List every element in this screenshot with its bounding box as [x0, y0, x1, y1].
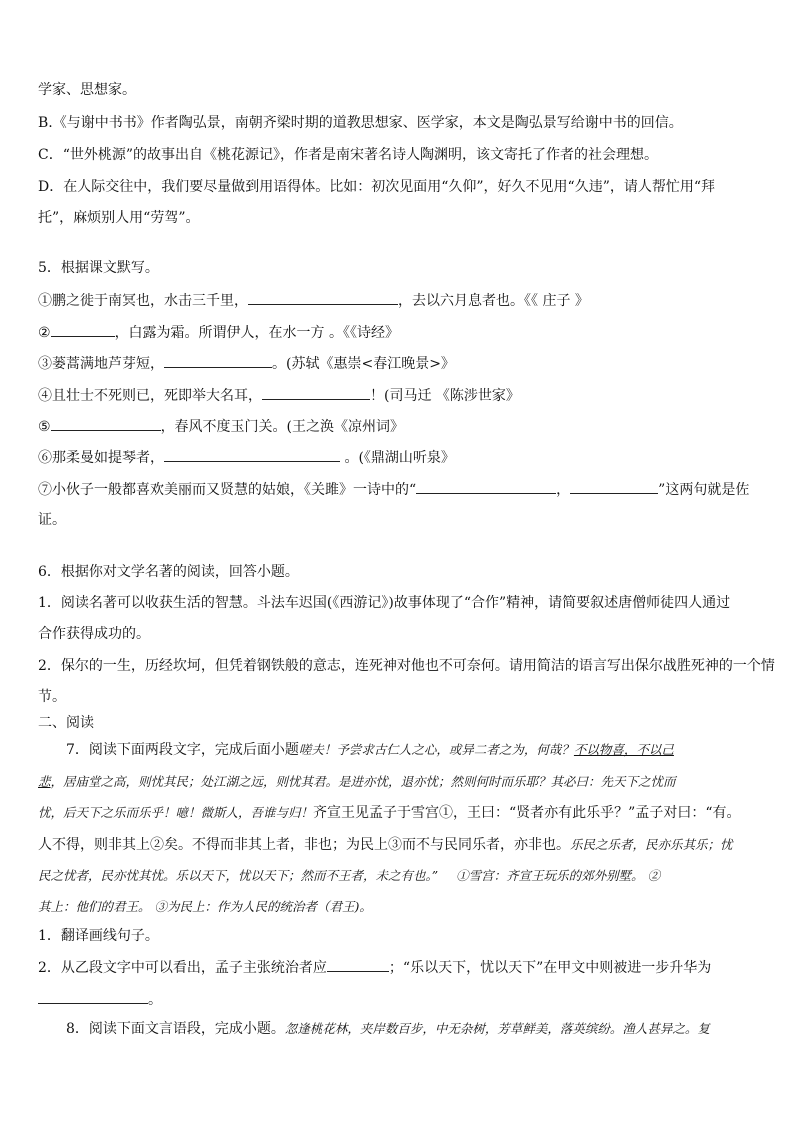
q7-sub-2-cont: 。	[38, 989, 162, 1010]
answer-blank[interactable]	[570, 479, 658, 494]
answer-blank[interactable]	[38, 989, 148, 1004]
answer-blank[interactable]	[164, 353, 272, 368]
q8-line-1: 8．阅读下面文言语段，完成小题。忽逢桃花林，夹岸数百步，中无杂树，芳草鲜美，落英缤纷。渔人甚异之。复	[66, 1021, 710, 1037]
answer-blank[interactable]	[262, 385, 370, 400]
section-heading: 二、阅读	[38, 715, 94, 731]
q4-option-d-line2: 托”，麻烦别人用“劳驾”。	[38, 210, 200, 226]
q5-item-6: ⑥那柔曼如提琴者， 。(《鼎湖山听泉》	[38, 447, 455, 468]
q6-item-1-line1: 1．阅读名著可以收获生活的智慧。斗法车迟国(《西游记》)故事体现了“合作”精神，请简要叙述唐僧师徒四人通过	[38, 595, 731, 611]
q5-title: 5．根据课文默写。	[38, 260, 159, 276]
q7-footnote: 其上：他们的君王。 ③为民上：作为人民的统治者（君王)。	[38, 899, 372, 914]
q6-item-2-line2: 节。	[38, 689, 66, 705]
q7-line-3: 忧，后天下之乐而乐乎！噫！微斯人，吾谁与归！齐宣王见孟子于雪宫①，王曰：“贤者亦有此乐乎？”孟子对曰：“有。	[38, 805, 741, 821]
q6-title: 6．根据你对文学名著的阅读，回答小题。	[38, 564, 299, 580]
q7-sub-1: 1．翻译画线句子。	[38, 928, 159, 944]
answer-blank[interactable]	[327, 957, 389, 972]
q4-continuation: 学家、思想家。	[38, 82, 136, 98]
q5-item-7-cont: 证。	[38, 512, 66, 528]
q5-item-5: ⑤ ，春风不度玉门关。(王之涣《凉州词》	[38, 416, 404, 437]
answer-blank[interactable]	[416, 479, 556, 494]
q4-option-c: C．“世外桃源”的故事出自《桃花源记》，作者是南宋著名诗人陶渊明，该文寄托了作者的社会理想。	[38, 147, 659, 163]
q7-line-1: 7．阅读下面两段文字，完成后面小题嗟夫！予尝求古仁人之心，或异二者之为，何哉？不以物喜，不以己	[66, 742, 674, 758]
q4-option-b: B.《与谢中书书》作者陶弘景，南朝齐梁时期的道教思想家、医学家，本文是陶弘景写给谢中书的回信。	[38, 115, 683, 131]
q5-item-1: ①鹏之徙于南冥也，水击三千里， ，去以六月息者也。《《 庄子 》	[38, 290, 589, 311]
answer-blank[interactable]	[51, 322, 115, 337]
answer-blank[interactable]	[51, 416, 161, 431]
q5-item-3: ③蒌蒿满地芦芽短， 。(苏轼《惠崇<春江晚景>》	[38, 353, 455, 374]
q6-item-2-line1: 2．保尔的一生，历经坎坷，但凭着钢铁般的意志，连死神对他也不可奈何。请用简洁的语言写出保尔战胜死神的一个情	[38, 658, 775, 674]
q7-sub-2: 2．从乙段文字中可以看出，孟子主张统治者应 ；“乐以天下，忧以天下”在甲文中则被进一步升华为	[38, 957, 711, 978]
q7-line-2: 悲，居庙堂之高，则忧其民；处江湖之远，则忧其君。是进亦忧，退亦忧；然则何时而乐耶？其必曰：先天下之忧而	[38, 774, 676, 789]
q5-item-7: ⑦小伙子一般都喜欢美丽而又贤慧的姑娘，《关雎》一诗中的“ ， ”这两句就是佐	[38, 479, 749, 500]
q6-item-1-line2: 合作获得成功的。	[38, 626, 150, 642]
answer-blank[interactable]	[248, 290, 398, 305]
answer-blank[interactable]	[164, 447, 340, 462]
q5-item-2: ② ，白露为霜。所谓伊人，在水一方 。《《诗经》	[38, 322, 399, 343]
q5-item-4: ④且壮士不死则已，死即举大名耳， ！(司马迁 《陈涉世家》	[38, 385, 520, 406]
q4-option-d-line1: D．在人际交往中，我们要尽量做到用语得体。比如：初次见面用“久仰”，好久不见用“久违”，请人帮忙用“拜	[38, 179, 716, 195]
q7-line-5: 民之忧者，民亦忧其忧。乐以天下，忧以天下；然而不王者，未之有也。” ①雪宫：齐宣王玩乐的郊外别墅。 ②	[38, 868, 661, 883]
q7-line-4: 人不得，则非其上②矣。不得而非其上者，非也；为民上③而不与民同乐者，亦非也。乐民之乐者，民亦乐其乐；忧	[38, 837, 733, 853]
